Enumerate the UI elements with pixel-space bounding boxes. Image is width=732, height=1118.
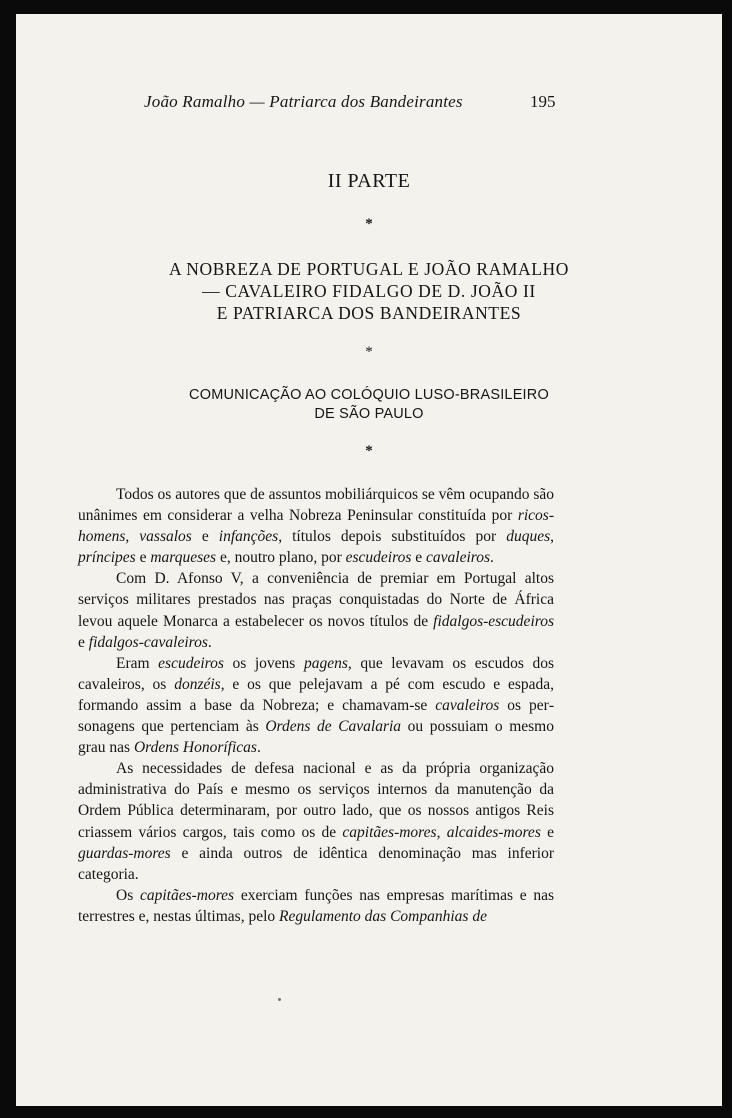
paragraph — [78, 758, 554, 885]
text-run: Eram — [116, 654, 159, 672]
text-run: . — [256, 739, 261, 757]
ornament-star: * — [365, 216, 373, 232]
italic-term: vassalos — [139, 528, 192, 546]
text-run: . — [207, 633, 212, 651]
italic-term: duques — [506, 528, 551, 546]
ornament-star: * — [365, 344, 373, 360]
subtitle-line: COMUNICAÇÃO AO COLÓQUIO LUSO-BRASILEIRO — [189, 387, 549, 403]
page-number: 195 — [530, 92, 556, 111]
italic-term: príncipes — [78, 549, 136, 567]
italic-term: fidalgos-cavaleiros — [88, 633, 208, 651]
italic-term: marqueses — [150, 549, 217, 567]
text-run: e — [540, 823, 555, 841]
italic-term: cavaleiros — [426, 549, 490, 567]
text-run: Todos os autores que de assuntos mobiliárquicos se vêm ocupando são unânimes em considerar a velha Nobreza Peninsular constituída por — [78, 486, 555, 525]
paper-speck — [278, 998, 281, 1001]
chapter-title-line: E PATRIARCA DOS BANDEIRANTES — [216, 303, 522, 323]
text-run: ou possuiam o mesmo grau nas — [78, 718, 554, 757]
text-run: , — [125, 528, 140, 546]
text-run: e — [135, 549, 151, 567]
italic-term: Ordens Honoríficas — [133, 739, 257, 757]
paragraph — [78, 885, 554, 927]
text-run: , — [436, 823, 447, 841]
italic-term: escudeiros — [345, 549, 412, 567]
text-run: os personagens que pertenciam às — [78, 696, 554, 736]
text-run: As necessidades de defesa nacional e as da própria organização administrativa do País e mesmo os serviços internos da manutenção da Ordem Pública determinaram, por outro lado, que os nossos antigos Reis criassem vários cargos, tais como os de — [78, 760, 554, 841]
text-run: e — [191, 528, 219, 546]
part-heading: II PARTE — [327, 170, 411, 192]
italic-term: fidalgos-escudeiros — [433, 612, 554, 630]
italic-term: Ordens de Cavalaria — [265, 718, 402, 736]
text-run: exerciam funções nas empresas marítimas e nas terrestres e, nestas últimas, pelo — [78, 886, 554, 925]
paragraph — [78, 653, 554, 758]
body-text — [78, 484, 554, 927]
text-run: , títulos depois substituídos por — [278, 528, 507, 546]
text-run: , que levavam os escudos dos cavaleiros, os — [78, 654, 554, 693]
text-run: , e os que pelejavam a pé com escudo e espada, formando assim a base da Nobreza; e chamavam-se — [78, 675, 554, 714]
subtitle-line: DE SÃO PAULO — [314, 406, 424, 422]
paragraph — [78, 568, 554, 652]
italic-term: donzéis — [174, 675, 221, 693]
italic-term: Regulamento das Companhias de — [279, 907, 487, 925]
chapter-subtitle — [16, 386, 722, 424]
italic-term: guardas-mores — [78, 844, 171, 862]
text-run: os jovens — [223, 654, 304, 672]
italic-term: capitães-mores — [139, 886, 235, 904]
ornament-star: * — [365, 443, 373, 459]
text-run: e — [78, 633, 89, 651]
italic-term: infanções — [218, 528, 279, 546]
text-run: e ainda outros de idêntica denominação mas inferior categoria. — [78, 844, 554, 883]
text-run: Com D. Afonso V, a conveniência de premiar em Portugal altos serviços militares prestados nas praças conquistadas do Norte de África levou aquele Monarca a estabelecer os novos títulos de — [78, 570, 554, 630]
italic-term: pagens — [303, 654, 348, 672]
italic-term: escudeiros — [158, 654, 224, 672]
running-head-title: João Ramalho — Patriarca dos Bandeirantes — [144, 92, 463, 111]
book-page — [16, 14, 722, 1106]
chapter-title-line: A NOBREZA DE PORTUGAL E JOÃO RAMALHO — [168, 259, 570, 279]
italic-term: cavaleiros — [435, 696, 500, 714]
italic-term: alcaides-mores — [446, 823, 541, 841]
chapter-title-line: — CAVALEIRO FIDALGO DE D. JOÃO II — [202, 281, 536, 301]
text-run: , — [550, 528, 554, 546]
paragraph — [78, 484, 554, 568]
chapter-title — [16, 258, 722, 324]
text-run: Os — [116, 886, 140, 904]
italic-term: capitães-mores — [342, 823, 437, 841]
text-run: . — [490, 549, 494, 567]
italic-term: ricos-homens — [78, 507, 554, 546]
text-run: e — [411, 549, 426, 567]
text-run: e, noutro plano, por — [216, 549, 346, 567]
